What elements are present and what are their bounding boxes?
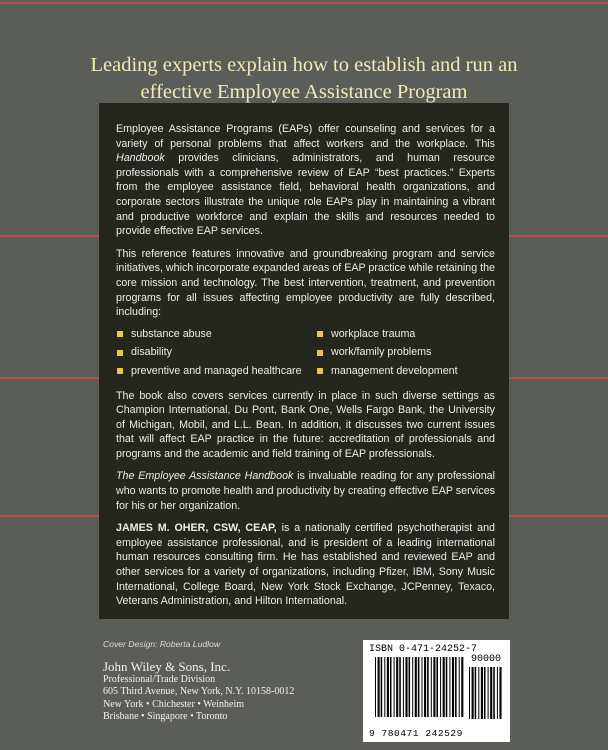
publisher-block (103, 659, 294, 724)
barcode-box (363, 640, 510, 742)
headline (40, 52, 568, 106)
isbn-number: ISBN 0-471-24252-7 (369, 644, 478, 655)
settings-paragraph: The book also covers services currently in place in such diverse settings as Champion International, Du Pont, Bank One, Wells Fargo Bank, the University of Michigan, Mobil, and L.L. Bean. In addition, it discusses two current issues that will affect EAP practice in the future: accreditation of professionals and programs and the academic and field training of EAP professionals. (116, 389, 495, 460)
topic-bullet-list (116, 327, 495, 379)
bullet-item: disability (116, 345, 316, 360)
headline-line-1: Leading experts explain how to establish and run an (90, 54, 518, 76)
square-bullet-icon (317, 350, 323, 356)
top-red-rule (0, 2, 608, 4)
bullet-item: preventive and managed healthcare (116, 364, 316, 379)
intro-paragraph: Employee Assistance Programs (EAPs) offer counseling and services for a variety of personal problems that affect workers and the workplace. This Handbook provides clinicians, administrators, and human resource professionals with a comprehensive review of EAP “best practices.” Experts from the employee assistance field, behavioral health organizations, and corporate sectors illustrate the unique role EAPs play in maintaining a vibrant and productive workforce and explain the skills and resources needed to provide effective EAP services. (116, 123, 495, 238)
square-bullet-icon (117, 368, 123, 374)
publisher-name: John Wiley & Sons, Inc. (103, 659, 231, 674)
ean-number: 9 780471 242529 (369, 728, 463, 739)
bullet-item: work/family problems (316, 345, 495, 360)
cover-design-credit: Cover Design: Roberta Ludlow (103, 639, 221, 649)
book-title: The Employee Assistance Handbook (116, 470, 294, 483)
publisher-address: 605 Third Avenue, New York, N.Y. 10158-0012 (103, 686, 295, 698)
barcode-icon (369, 657, 504, 723)
square-bullet-icon (317, 331, 323, 337)
value-paragraph: The Employee Assistance Handbook is invaluable reading for any professional who wants to promote health and productivity by creating effective EAP services for his or her organization. (116, 470, 495, 512)
author-name: JAMES M. OHER, CSW, CEAP, (116, 522, 277, 535)
description-panel (99, 103, 509, 619)
publisher-cities-1: New York • Chichester • Weinheim (103, 698, 244, 710)
publisher-division: Professional/Trade Division (103, 674, 216, 685)
handbook-emphasis: Handbook (116, 152, 165, 165)
square-bullet-icon (117, 331, 123, 337)
bullet-item: substance abuse (116, 327, 316, 342)
square-bullet-icon (117, 350, 123, 356)
author-bio: JAMES M. OHER, CSW, CEAP, is a nationally certified psychotherapist and employee assistance professional, and is president of a leading international human resources consulting firm. He has established and reviewed EAP and other services for a variety of organizations, including Pfizer, IBM, Sony Music International, College Board, New York Stock Exchange, JCPenney, Texaco, Veterans Administration, and Hilton International. (116, 522, 496, 608)
bullet-item: workplace trauma (316, 327, 495, 342)
bullet-item: management development (316, 364, 495, 379)
price-addon-number: 90000 (470, 654, 501, 665)
square-bullet-icon (317, 368, 323, 374)
publisher-cities-2: Brisbane • Singapore • Toronto (103, 711, 228, 723)
features-paragraph: This reference features innovative and groundbreaking program and service initiatives, which incorporate expanded areas of EAP practice while retaining the core mission and technology. The best intervention, treatment, and prevention programs for all issues affecting employee productivity are fully described, including: (116, 247, 495, 319)
headline-line-2: effective Employee Assistance Program (140, 81, 468, 103)
